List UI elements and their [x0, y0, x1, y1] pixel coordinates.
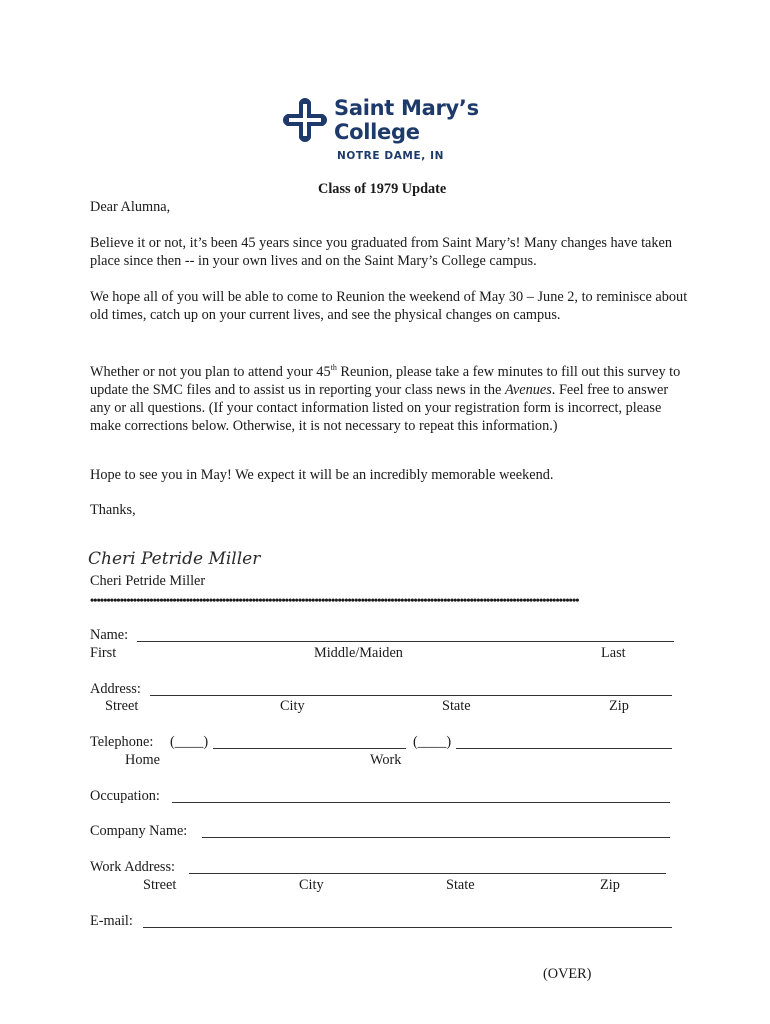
- college-logo: [283, 96, 493, 166]
- occupation-field[interactable]: [172, 802, 670, 803]
- signer-name: Cheri Petride Miller: [90, 573, 206, 589]
- signature-image: [88, 544, 261, 572]
- address-field[interactable]: [150, 695, 672, 696]
- telephone-label: Telephone:: [90, 734, 154, 750]
- work-state-label: State: [446, 877, 475, 893]
- work-zip-label: Zip: [600, 877, 620, 893]
- work-address-label: Work Address:: [90, 859, 176, 875]
- middle-label: Middle/Maiden: [314, 645, 403, 661]
- city-label: City: [280, 698, 305, 714]
- work-phone-field[interactable]: [456, 748, 672, 749]
- paragraph-1: Believe it or not, it’s been 45 years since you graduated from Saint Mary’s! Many changes have taken place since then -- in your own lives and on the Saint Mary’s College campus.: [90, 235, 673, 269]
- home-phone-field[interactable]: [213, 748, 406, 749]
- home-label: Home: [125, 752, 160, 768]
- home-area-code: (____): [170, 734, 209, 750]
- logo-subtitle: NOTRE DAME, IN: [337, 150, 444, 162]
- greeting: Dear Alumna,: [90, 199, 171, 215]
- divider: ••••••••••••••••••••••••••••••••••••••••••••••••••••••••••••••••••••••••••••••••••••••••••••••••••••••••••••••••••••••••••••••••••••••••••••••••••••: [90, 593, 579, 607]
- last-label: Last: [601, 645, 626, 661]
- work-label: Work: [370, 752, 402, 768]
- page-title: Class of 1979 Update: [318, 181, 447, 197]
- over-note: (OVER): [543, 966, 592, 982]
- svg-text:Cheri Petride Miller: Cheri Petride Miller: [88, 549, 261, 569]
- cross-icon: [283, 98, 327, 142]
- occupation-label: Occupation:: [90, 788, 160, 804]
- work-city-label: City: [299, 877, 324, 893]
- zip-label: Zip: [609, 698, 629, 714]
- logo-line1: Saint Mary’s: [334, 96, 479, 120]
- email-field[interactable]: [143, 927, 672, 928]
- work-street-label: Street: [143, 877, 177, 893]
- name-field[interactable]: [137, 641, 674, 642]
- paragraph-2: We hope all of you will be able to come to Reunion the weekend of May 30 – June 2, to reminisce about old times, catch up on your current lives, and see the physical changes on campus.: [90, 289, 688, 323]
- state-label: State: [442, 698, 471, 714]
- thanks-text: Thanks,: [90, 502, 136, 518]
- company-label: Company Name:: [90, 823, 188, 839]
- first-label: First: [90, 645, 117, 661]
- work-area-code: (____): [413, 734, 452, 750]
- paragraph-3: Whether or not you plan to attend your 45th Reunion, please take a few minutes to fill out this survey to update the SMC files and to assist us in reporting your class news in the Avenues. Feel free to answer any or all questions. (If your contact information listed on your registration form is incorrect, please make corrections below. Otherwise, it is not necessary to repeat this information.): [90, 363, 681, 434]
- logo-line2: College: [334, 120, 420, 144]
- name-label: Name:: [90, 627, 129, 643]
- street-label: Street: [105, 698, 139, 714]
- work-address-field[interactable]: [189, 873, 666, 874]
- address-label: Address:: [90, 681, 141, 697]
- company-field[interactable]: [202, 837, 670, 838]
- paragraph-4: Hope to see you in May! We expect it will be an incredibly memorable weekend.: [90, 467, 554, 483]
- email-label: E-mail:: [90, 913, 133, 929]
